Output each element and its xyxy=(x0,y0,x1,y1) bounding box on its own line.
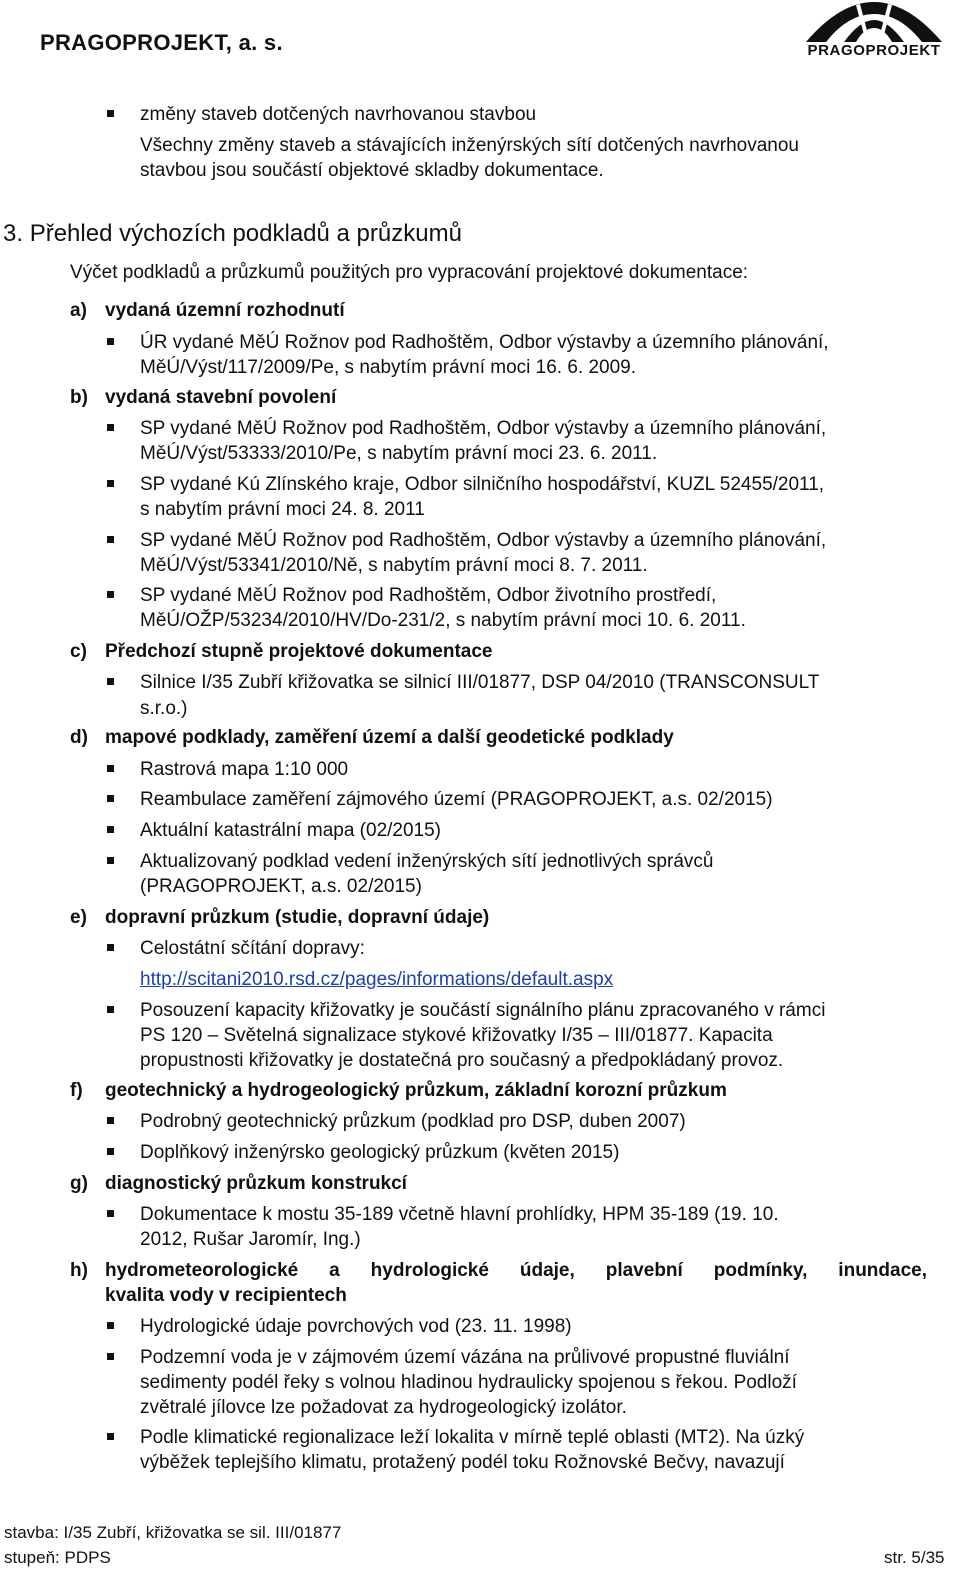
list-item: Podzemní voda je v zájmovém území vázána na průlivové propustné fluviální xyxy=(140,1347,790,1368)
group-heading-a: a) vydaná územní rozhodnutí xyxy=(70,300,345,321)
bullet-icon xyxy=(107,857,114,864)
page-header xyxy=(0,0,960,78)
list-item-continued: MěÚ/Výst/53333/2010/Pe, s nabytím právní moci 23. 6. 2011. xyxy=(140,443,658,464)
group-heading-d: d) mapové podklady, zaměření území a další geodetické podklady xyxy=(70,727,674,748)
list-item: SP vydané Kú Zlínského kraje, Odbor silničního hospodářství, KUZL 52455/2011, xyxy=(140,474,825,495)
list-item: ÚR vydané MěÚ Rožnov pod Radhoštěm, Odbor výstavby a územního plánování, xyxy=(140,332,829,353)
section-title: Přehled výchozích podkladů a průzkumů xyxy=(29,220,462,247)
list-item: SP vydané MěÚ Rožnov pod Radhoštěm, Odbor výstavby a územního plánování, xyxy=(140,418,827,439)
list-item: Reambulace zaměření zájmového území (PRAGOPROJEKT, a.s. 02/2015) xyxy=(140,789,773,810)
list-item-continued: MěÚ/OŽP/53234/2010/HV/Do-231/2, s nabytím právní moci 10. 6. 2011. xyxy=(140,610,746,631)
list-item-continued: MěÚ/Výst/53341/2010/Ně, s nabytím právní moci 8. 7. 2011. xyxy=(140,555,648,576)
list-item-continued: sedimenty podél řeky s volnou hladinou hydraulicky spojenou s řekou. Podloží xyxy=(140,1372,797,1393)
group-heading-f: f) geotechnický a hydrogeologický průzkum, základní korozní průzkum xyxy=(70,1080,727,1101)
page-number: str. 5/35 xyxy=(884,1548,945,1567)
footer-stavba: stavba: I/35 Zubří, křižovatka se sil. III/01877 xyxy=(4,1523,342,1542)
bullet-icon xyxy=(107,338,114,345)
page-footer xyxy=(0,1520,960,1577)
bullet-icon xyxy=(107,1353,114,1360)
bullet-icon xyxy=(107,591,114,598)
footer-stupen: stupeň: PDPS xyxy=(4,1548,111,1567)
section-heading xyxy=(3,219,462,249)
bullet-icon xyxy=(107,1117,114,1124)
list-item: Podrobný geotechnický průzkum (podklad pro DSP, duben 2007) xyxy=(140,1111,686,1132)
list-item: Dokumentace k mostu 35-189 včetně hlavní prohlídky, HPM 35-189 (19. 10. xyxy=(140,1204,779,1225)
list-item-continued: PS 120 – Světelná signalizace stykové křižovatky I/35 – III/01877. Kapacita xyxy=(140,1025,773,1046)
list-item: Aktualizovaný podklad vedení inženýrských sítí jednotlivých správců xyxy=(140,851,714,872)
traffic-census-link[interactable]: http://scitani2010.rsd.cz/pages/informations/default.aspx xyxy=(140,969,614,990)
list-item: Aktuální katastrální mapa (02/2015) xyxy=(140,820,442,841)
group-heading-h-title: hydrometeorologické a hydrologické údaje, plavební podmínky, inundace, xyxy=(105,1260,927,1281)
bullet-icon xyxy=(107,765,114,772)
list-item: Posouzení kapacity křižovatky je součástí signálního plánu zpracovaného v rámci xyxy=(140,1000,826,1021)
group-heading-e: e) dopravní průzkum (studie, dopravní údaje) xyxy=(70,907,490,928)
road-arch-icon xyxy=(800,2,948,44)
section-number: 3. xyxy=(3,220,24,247)
list-item-continued: s.r.o.) xyxy=(140,698,188,719)
bullet-icon xyxy=(107,1006,114,1013)
list-item: Doplňkový inženýrsko geologický průzkum (květen 2015) xyxy=(140,1142,620,1163)
bullet-icon xyxy=(107,826,114,833)
bullet-icon xyxy=(107,678,114,685)
bullet-icon xyxy=(107,424,114,431)
paragraph-line: stavbou jsou součástí objektové skladby dokumentace. xyxy=(140,160,604,181)
group-heading-g: g) diagnostický průzkum konstrukcí xyxy=(70,1173,407,1194)
list-item: změny staveb dotčených navrhovanou stavbou xyxy=(140,104,537,125)
bullet-icon xyxy=(107,795,114,802)
list-item-continued: 2012, Rušar Jaromír, Ing.) xyxy=(140,1229,361,1250)
bullet-icon xyxy=(107,1210,114,1217)
list-item-continued: (PRAGOPROJEKT, a.s. 02/2015) xyxy=(140,876,422,897)
bullet-icon xyxy=(107,1433,114,1440)
list-item-continued: zvětralé jílovce lze požadovat za hydrogeologický izolátor. xyxy=(140,1397,627,1418)
list-item: SP vydané MěÚ Rožnov pod Radhoštěm, Odbor životního prostředí, xyxy=(140,585,717,606)
list-item-continued: s nabytím právní moci 24. 8. 2011 xyxy=(140,499,425,520)
bullet-icon xyxy=(107,110,114,117)
bullet-icon xyxy=(107,480,114,487)
group-heading-c: c) Předchozí stupně projektové dokumentace xyxy=(70,641,493,662)
list-item: Celostátní sčítání dopravy: xyxy=(140,938,365,959)
list-item: Rastrová mapa 1:10 000 xyxy=(140,759,349,780)
list-item-continued: výběžek teplejšího klimatu, protažený podél toku Rožnovské Bečvy, navazují xyxy=(140,1452,785,1473)
list-item-continued: propustnosti křižovatky je dostatečná pro současný a předpokládaný provoz. xyxy=(140,1050,784,1071)
company-logo xyxy=(800,2,948,64)
list-item: SP vydané MěÚ Rožnov pod Radhoštěm, Odbor výstavby a územního plánování, xyxy=(140,530,827,551)
group-heading-h-title-continued: kvalita vody v recipientech xyxy=(105,1285,347,1306)
paragraph-line: Všechny změny staveb a stávajících inženýrských sítí dotčených navrhovanou xyxy=(140,135,799,156)
bullet-icon xyxy=(107,536,114,543)
bullet-icon xyxy=(107,1322,114,1329)
bullet-icon xyxy=(107,944,114,951)
list-item-continued: MěÚ/Výst/117/2009/Pe, s nabytím právní moci 16. 6. 2009. xyxy=(140,357,637,378)
lead-paragraph: Výčet podkladů a průzkumů použitých pro vypracování projektové dokumentace: xyxy=(70,262,749,283)
list-item: Silnice I/35 Zubří křižovatka se silnicí III/01877, DSP 04/2010 (TRANSCONSULT xyxy=(140,672,820,693)
bullet-icon xyxy=(107,1148,114,1155)
list-item: Podle klimatické regionalizace leží lokalita v mírně teplé oblasti (MT2). Na úzký xyxy=(140,1427,805,1448)
company-name: PRAGOPROJEKT, a. s. xyxy=(40,30,283,55)
group-heading-b: b) vydaná stavební povolení xyxy=(70,387,337,408)
logo-wordmark: PRAGOPROJEKT xyxy=(807,42,941,59)
list-item: Hydrologické údaje povrchových vod (23. 11. 1998) xyxy=(140,1316,572,1337)
